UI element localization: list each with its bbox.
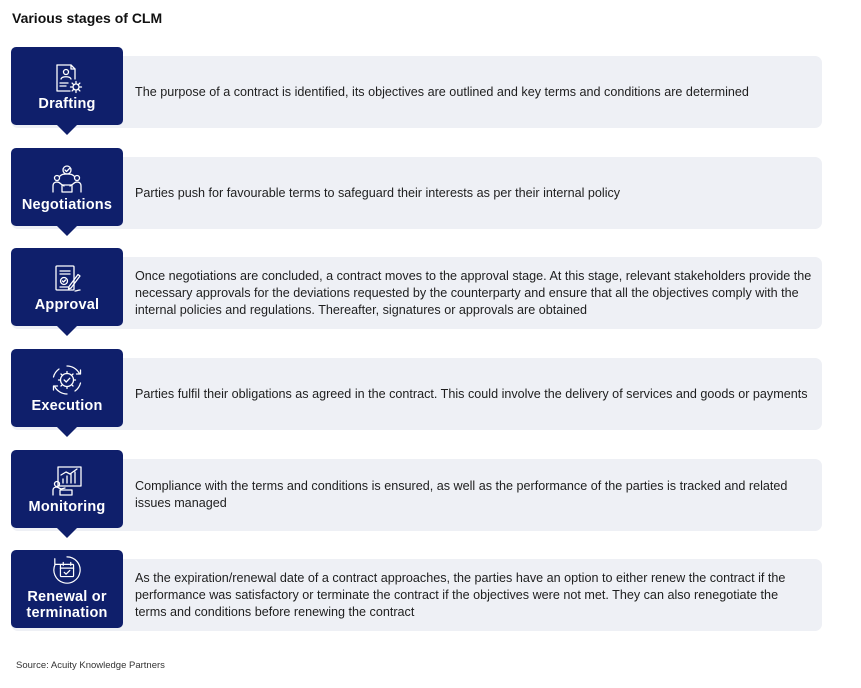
stage-description: Parties push for favourable terms to safeguard their interests as per their internal policy: [135, 185, 621, 200]
stage-description: Once negotiations are concluded, a contract moves to the approval stage. At this stage, relevant stakeholders provide the necessary approvals for the deviations requested by the counterparty and ensure that all the objectives comply with the internal policies and regulations. Thereafter, signatures or approvals are obtained: [135, 268, 812, 317]
stage-description-box: [11, 559, 822, 631]
pointer-arrow: [56, 225, 78, 236]
stage-description: As the expiration/renewal date of a contract approaches, the parties have an option to either renew the contract if the performance was satisfactory or terminate the contract if the objectives were not met. They can also renegotiate the terms and conditions before renewing the contract: [135, 570, 786, 619]
pointer-arrow: [56, 124, 78, 135]
page-title: Various stages of CLM: [12, 10, 163, 26]
source-note: Source: Acuity Knowledge Partners: [16, 660, 165, 671]
execution-gear-check-icon: [51, 364, 83, 396]
stage-label: Execution: [31, 398, 103, 414]
stage-description-box: [11, 56, 822, 128]
stage-execution: [11, 349, 823, 439]
negotiation-people-icon: [51, 163, 83, 195]
stage-description: Compliance with the terms and conditions is ensured, as well as the performance of the parties is tracked and related issues managed: [135, 479, 788, 510]
stage-label: Monitoring: [28, 499, 106, 515]
stage-description-box: [11, 358, 822, 430]
pointer-arrow: [56, 527, 78, 538]
stage-description: Parties fulfil their obligations as agreed in the contract. This could involve the delivery of services and goods or payments: [135, 386, 808, 401]
stage-description-box: [11, 459, 822, 531]
contract-document-gear-icon: [51, 62, 83, 94]
renewal-calendar-cycle-icon: [52, 555, 82, 585]
stage-label: Approval: [34, 297, 100, 313]
stage-description: The purpose of a contract is identified, its objectives are outlined and key terms and conditions are determined: [135, 84, 749, 99]
monitoring-chart-person-icon: [51, 465, 83, 497]
stage-label-box: [11, 47, 123, 125]
stage-monitoring: [11, 450, 823, 540]
pointer-arrow: [56, 426, 78, 437]
stage-renewal-termination: [11, 550, 823, 640]
stage-description-box: [11, 257, 822, 329]
stage-label-box: [11, 349, 123, 427]
stage-label: Renewal or termination: [26, 589, 108, 621]
stage-approval: [11, 248, 823, 338]
stage-label: Negotiations: [21, 197, 113, 213]
stage-description-box: [11, 157, 822, 229]
approval-document-pen-icon: [51, 263, 83, 295]
stage-label-box: [11, 248, 123, 326]
stage-label-box: [11, 148, 123, 226]
pointer-arrow: [56, 325, 78, 336]
stage-drafting: [11, 47, 823, 137]
stage-label-box: [11, 450, 123, 528]
stage-label-box: [11, 550, 123, 628]
stage-label: Drafting: [38, 96, 96, 112]
stage-negotiations: [11, 148, 823, 238]
